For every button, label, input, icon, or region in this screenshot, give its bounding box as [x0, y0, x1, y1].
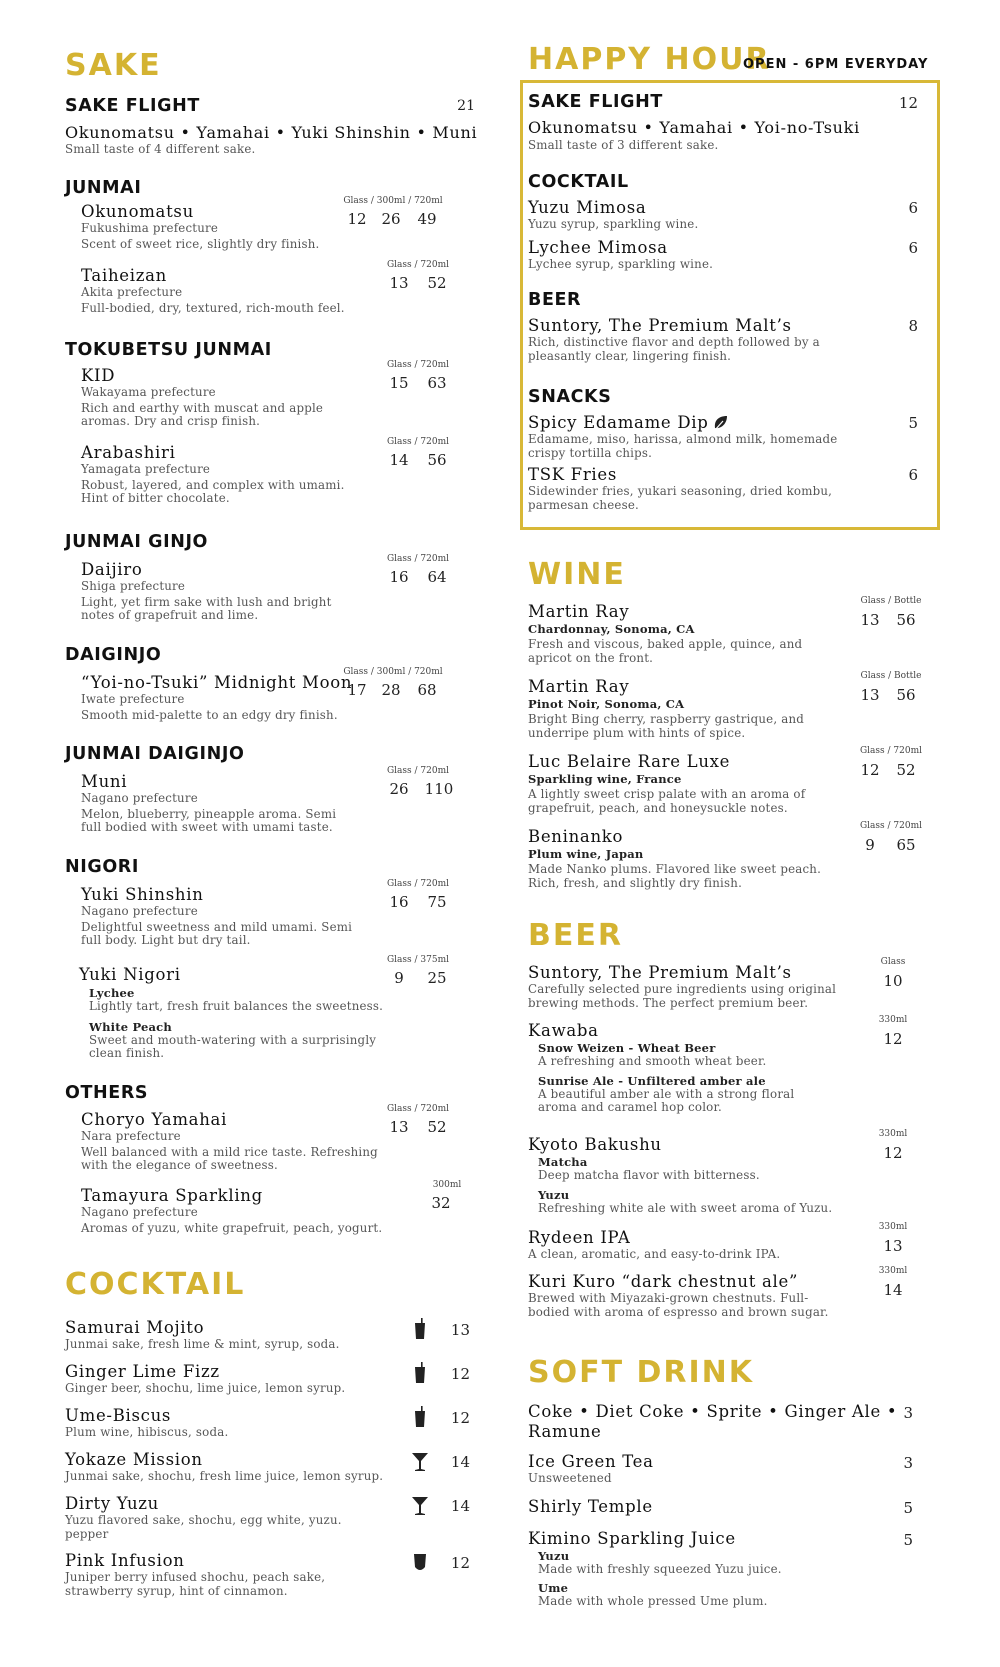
ginjo-title: JUNMAI GINJO	[65, 532, 209, 552]
item-desc: Well balanced with a mild rice taste. Refreshing	[81, 1144, 378, 1159]
item-desc: Rich, fresh, and slightly dry finish.	[528, 875, 743, 890]
item-price: 12	[450, 1554, 470, 1572]
price-720ml: 63	[427, 374, 447, 392]
variant-name: Snow Weizen - Wheat Beer	[538, 1041, 716, 1055]
price-glass: 16	[389, 568, 409, 586]
item-desc: full bodied with sweet with umami taste.	[81, 820, 333, 834]
price-720ml: 64	[427, 568, 447, 586]
price-header: Glass / 720ml	[859, 746, 922, 756]
item-desc: Full-bodied, dry, textured, rich-mouth feel.	[81, 300, 345, 315]
price-row	[421, 1194, 461, 1212]
item-desc: Smooth mid-palette to an edgy dry finish.	[81, 707, 338, 722]
item-origin: Fukushima prefecture	[81, 221, 219, 235]
price-header: Glass / 720ml	[386, 766, 449, 776]
item-name: Taiheizan	[81, 266, 167, 285]
item-name: Muni	[81, 772, 128, 791]
item-origin: Chardonnay, Sonoma, CA	[528, 622, 695, 636]
variant-name: Lychee	[89, 986, 135, 1000]
item-name: Suntory, The Premium Malt’s	[528, 316, 792, 335]
item-price: 14	[450, 1497, 470, 1515]
variant-name: Yuzu	[538, 1187, 570, 1202]
item-name: Kimino Sparkling Juice	[528, 1529, 736, 1548]
item-origin: Plum wine, Japan	[528, 847, 644, 861]
menu-item	[65, 360, 495, 429]
price-row	[381, 893, 457, 911]
menu-item	[528, 1266, 948, 1319]
price-header: Glass / 720ml	[386, 554, 449, 564]
price-glass: 13	[860, 611, 880, 629]
item-name: Pink Infusion	[65, 1551, 185, 1570]
item-desc: apricot on the front.	[528, 650, 654, 665]
item-desc: Aromas of yuzu, white grapefruit, peach, yogurt.	[81, 1220, 383, 1235]
price-row	[381, 451, 457, 469]
variant-desc: Lightly tart, fresh fruit balances the sweetness.	[89, 999, 384, 1013]
item-origin: Nagano prefecture	[81, 791, 198, 805]
variant-desc: clean finish.	[89, 1046, 165, 1060]
hh-beer-title: BEER	[528, 290, 582, 310]
price-row	[875, 1237, 911, 1255]
sake-flight-desc: Small taste of 4 different sake.	[65, 142, 256, 156]
item-origin: Nagano prefecture	[81, 1205, 198, 1219]
item-name: Yuzu Mimosa	[528, 198, 647, 217]
menu-item	[65, 196, 495, 251]
price-header: 300ml	[432, 1180, 462, 1190]
price-glass: 14	[389, 451, 409, 469]
variant-desc: Made with freshly squeezed Yuzu juice.	[538, 1562, 782, 1576]
price-header: 330ml	[878, 1222, 908, 1232]
item-origin: Pinot Noir, Sonoma, CA	[528, 697, 685, 711]
item-desc: Ginger beer, shochu, lime juice, lemon syrup.	[65, 1381, 346, 1395]
menu-item	[528, 1402, 948, 1442]
item-name: KID	[81, 366, 116, 385]
price-row	[854, 836, 926, 854]
cocktail-item	[65, 1494, 495, 1541]
variant-desc: Refreshing white ale with sweet aroma of Yuzu.	[538, 1200, 833, 1215]
menu-item	[528, 1529, 948, 1608]
price-720ml: 56	[427, 451, 447, 469]
price-row	[381, 780, 461, 798]
item-desc: Junmai sake, shochu, fresh lime juice, lemon syrup.	[65, 1469, 384, 1483]
price-glass: 26	[389, 780, 409, 798]
cocktail-item	[65, 1406, 495, 1440]
item-name: Kawaba	[528, 1021, 599, 1040]
beer-title: BEER	[528, 918, 623, 953]
wine-item	[528, 596, 948, 665]
item-name: “Yoi-no-Tsuki” Midnight Moon	[81, 673, 353, 692]
price-row	[854, 761, 926, 779]
item-desc: underripe plum with hints of spice.	[528, 725, 746, 740]
item-price: 12	[450, 1365, 470, 1383]
item-desc: bodied with aroma of espresso and brown sugar.	[528, 1304, 829, 1319]
item-desc: Light, yet firm sake with lush and bright	[81, 594, 332, 609]
variant-desc: Made with whole pressed Ume plum.	[538, 1593, 768, 1608]
cocktail-item	[65, 1362, 495, 1396]
item-name: Rydeen IPA	[528, 1228, 631, 1247]
item-origin: Yamagata prefecture	[81, 462, 211, 476]
price-glass: 12	[347, 210, 367, 228]
item-origin: Sparkling wine, France	[528, 772, 682, 786]
cocktail-item	[65, 1551, 495, 1598]
price-bottle: 56	[896, 611, 916, 629]
item-name: Ice Green Tea	[528, 1452, 654, 1471]
item-name: Okunomatsu	[81, 202, 194, 221]
item-origin: Wakayama prefecture	[81, 385, 216, 399]
price-row	[381, 568, 457, 586]
item-name: Tamayura Sparkling	[81, 1186, 263, 1205]
price-bottle: 52	[896, 761, 916, 779]
menu-item	[528, 316, 948, 363]
item-desc: Lychee syrup, sparkling wine.	[528, 257, 714, 271]
menu-item	[65, 437, 495, 506]
cocktail-title: COCKTAIL	[65, 1267, 246, 1302]
menu-item	[65, 879, 495, 948]
price-glass: 13	[389, 274, 409, 292]
item-name: Martin Ray	[528, 677, 630, 696]
item-desc: Delightful sweetness and mild umami. Semi	[81, 919, 353, 934]
item-desc: Brewed with Miyazaki-grown chestnuts. Full-	[528, 1291, 809, 1305]
hh-flight-desc: Small taste of 3 different sake.	[528, 138, 719, 152]
hh-flight-name: SAKE FLIGHT	[528, 92, 663, 112]
item-price: 8	[908, 317, 918, 335]
jdaiginjo-title: JUNMAI DAIGINJO	[65, 744, 245, 764]
item-price: 10	[883, 972, 903, 990]
item-desc: grapefruit, peach, and honeysuckle notes.	[528, 800, 788, 815]
price-glass: 12	[860, 761, 880, 779]
sake-title: SAKE	[65, 48, 162, 83]
item-name: Ramune	[528, 1422, 602, 1441]
item-price: 5	[903, 1531, 913, 1549]
price-row	[341, 681, 445, 699]
variant-name: Yuzu	[538, 1549, 570, 1563]
price-header: Glass / Bottle	[860, 596, 922, 606]
item-desc: full body. Light but dry tail.	[81, 933, 251, 947]
item-price: 3	[903, 1404, 913, 1422]
cocktail-item	[65, 1450, 495, 1484]
item-name: Martin Ray	[528, 602, 630, 621]
price-header: Glass / 720ml	[386, 437, 449, 447]
junmai-title: JUNMAI	[65, 178, 142, 198]
item-desc: Fresh and viscous, baked apple, quince, and	[528, 637, 803, 651]
menu-item	[528, 1497, 948, 1517]
item-origin: Shiga prefecture	[81, 579, 186, 593]
item-price: 5	[903, 1499, 913, 1517]
item-name: Lychee Mimosa	[528, 238, 668, 257]
item-name: TSK Fries	[528, 465, 618, 484]
price-header: Glass / 300ml / 720ml	[343, 196, 443, 206]
item-desc: Juniper berry infused shochu, peach sake,	[65, 1570, 326, 1584]
price-header: 330ml	[878, 1129, 908, 1139]
nigori-title: NIGORI	[65, 857, 139, 877]
price-header: Glass / Bottle	[860, 671, 922, 681]
item-name: Beninanko	[528, 827, 624, 846]
menu-item	[65, 260, 495, 315]
item-name: Samurai Mojito	[65, 1318, 205, 1337]
sake-flight-list: Okunomatsu • Yamahai • Yuki Shinshin • Muni	[65, 123, 478, 142]
item-desc: Hint of bitter chocolate.	[81, 491, 230, 505]
item-price: 6	[908, 199, 918, 217]
daiginjo-title: DAIGINJO	[65, 645, 162, 665]
price-glass: 17	[347, 681, 367, 699]
cocktail-item	[65, 1318, 495, 1352]
price-bottle: 65	[896, 836, 916, 854]
item-price: 3	[903, 1454, 913, 1472]
variant-name: Sunrise Ale - Unfiltered amber ale	[538, 1073, 766, 1088]
price-header: Glass / 375ml	[386, 955, 449, 965]
highball-glass-icon	[413, 1362, 427, 1384]
item-desc: Bright Bing cherry, raspberry gastrique, and	[528, 712, 805, 726]
item-price: 6	[908, 466, 918, 484]
price-row	[875, 1281, 911, 1299]
menu-item	[528, 413, 948, 460]
item-desc: Scent of sweet rice, slightly dry finish.	[81, 236, 320, 251]
price-375ml: 25	[427, 969, 447, 987]
menu-item	[528, 1015, 948, 1115]
wine-item	[528, 821, 948, 890]
item-name: Arabashiri	[81, 443, 176, 462]
item-desc: Rich, distinctive flavor and depth followed by a	[528, 335, 820, 349]
price-300ml: 28	[381, 681, 401, 699]
menu-item	[528, 238, 948, 272]
item-desc: Robust, layered, and complex with umami.	[81, 477, 345, 492]
price-header: Glass / 300ml / 720ml	[343, 667, 443, 677]
item-price: 12	[450, 1409, 470, 1427]
price-glass: 13	[860, 686, 880, 704]
item-desc: Made Nanko plums. Flavored like sweet peach.	[528, 862, 822, 876]
item-desc: aromas. Dry and crisp finish.	[81, 414, 261, 428]
item-name: Dirty Yuzu	[65, 1494, 159, 1513]
price-glass: 13	[389, 1118, 409, 1136]
price-720ml: 68	[417, 681, 437, 699]
price-header: Glass / 720ml	[386, 1104, 449, 1114]
item-name: Spicy Edamame Dip	[528, 413, 709, 432]
price-row	[875, 1030, 911, 1048]
price-glass: 9	[865, 836, 875, 854]
sake-flight-name: SAKE FLIGHT	[65, 96, 200, 116]
menu-item	[65, 1180, 495, 1235]
price-header: Glass / 720ml	[859, 821, 922, 831]
menu-item	[65, 1104, 495, 1173]
sake-flight-price: 21	[457, 98, 475, 114]
price-bottle: 56	[896, 686, 916, 704]
price-row	[381, 1118, 457, 1136]
price-header: Glass / 720ml	[386, 879, 449, 889]
item-name: Suntory, The Premium Malt’s	[528, 963, 792, 982]
item-desc: brewing methods. The perfect premium beer.	[528, 995, 809, 1010]
item-name: Luc Belaire Rare Luxe	[528, 752, 731, 771]
menu-item	[528, 1222, 948, 1262]
item-desc: Yuzu syrup, sparkling wine.	[528, 217, 699, 231]
item-origin: Nara prefecture	[81, 1129, 181, 1143]
soft-drink-title: SOFT DRINK	[528, 1355, 755, 1390]
item-desc: crispy tortilla chips.	[528, 445, 653, 460]
wine-item	[528, 746, 948, 815]
item-desc: Carefully selected pure ingredients using original	[528, 982, 837, 996]
variant-desc: A refreshing and smooth wheat beer.	[538, 1054, 767, 1068]
item-price: 5	[908, 414, 918, 432]
menu-item	[528, 1129, 948, 1215]
item-name: Yokaze Mission	[65, 1450, 203, 1469]
item-desc: A lightly sweet crisp palate with an aroma of	[528, 787, 806, 801]
item-price: 6	[908, 239, 918, 257]
price-720ml: 52	[427, 274, 447, 292]
hh-flight-list: Okunomatsu • Yamahai • Yoi-no-Tsuki	[528, 118, 860, 137]
price-header: Glass	[880, 957, 906, 967]
item-price: 13	[883, 1237, 903, 1255]
item-name: Coke • Diet Coke • Sprite • Ginger Ale •	[528, 1402, 898, 1421]
price-row	[381, 969, 457, 987]
hh-flight-price: 12	[898, 94, 918, 112]
price-300ml: 26	[381, 210, 401, 228]
item-name: Choryo Yamahai	[81, 1110, 228, 1129]
wine-item	[528, 671, 948, 740]
item-price: 13	[450, 1321, 470, 1339]
item-desc: Melon, blueberry, pineapple aroma. Semi	[81, 806, 337, 821]
menu-item	[528, 198, 948, 232]
martini-glass-icon	[411, 1452, 429, 1472]
price-header: Glass / 720ml	[386, 360, 449, 370]
tokubetsu-title: TOKUBETSU JUNMAI	[65, 340, 272, 360]
price-header: 330ml	[878, 1015, 908, 1025]
variant-desc: aroma and caramel hop color.	[538, 1100, 722, 1114]
price-720ml: 49	[417, 210, 437, 228]
item-origin: Iwate prefecture	[81, 692, 185, 706]
price-glass: 9	[394, 969, 404, 987]
price-glass: 15	[389, 374, 409, 392]
item-price: 12	[883, 1030, 903, 1048]
variant-name: Ume	[538, 1580, 569, 1595]
item-name: Ginger Lime Fizz	[65, 1362, 220, 1381]
item-desc: Edamame, miso, harissa, almond milk, homemade	[528, 432, 838, 446]
item-desc: with the elegance of sweetness.	[81, 1158, 278, 1172]
price-row	[854, 686, 926, 704]
item-desc: parmesan cheese.	[528, 497, 639, 512]
hh-snacks-title: SNACKS	[528, 387, 612, 407]
price-row	[875, 1144, 911, 1162]
item-name: Kuri Kuro “dark chestnut ale”	[528, 1272, 799, 1291]
price-row	[854, 611, 926, 629]
highball-glass-icon	[413, 1318, 427, 1340]
item-desc: Unsweetened	[528, 1471, 612, 1485]
price-300ml: 32	[431, 1194, 451, 1212]
item-name: Shirly Temple	[528, 1497, 653, 1516]
leaf-icon	[713, 415, 729, 431]
item-desc: notes of grapefruit and lime.	[81, 608, 259, 622]
happy-hour-hours: OPEN - 6PM EVERYDAY	[743, 57, 929, 72]
item-price: 12	[883, 1144, 903, 1162]
item-name: Yuki Shinshin	[81, 885, 204, 904]
item-desc: Plum wine, hibiscus, soda.	[65, 1425, 229, 1439]
menu-item	[65, 554, 495, 623]
item-origin: Nagano prefecture	[81, 904, 198, 918]
menu-item	[528, 957, 948, 1010]
item-desc: pleasantly clear, lingering finish.	[528, 348, 732, 363]
item-origin: Akita prefecture	[81, 285, 183, 299]
price-row	[381, 374, 457, 392]
item-price: 14	[450, 1453, 470, 1471]
menu-item	[65, 766, 495, 835]
item-desc: strawberry syrup, hint of cinnamon.	[65, 1583, 288, 1598]
item-desc: Sidewinder fries, yukari seasoning, dried kombu,	[528, 484, 833, 498]
variant-name: Matcha	[538, 1155, 588, 1169]
price-row	[341, 210, 445, 228]
price-header: 330ml	[878, 1266, 908, 1276]
item-name: Kyoto Bakushu	[528, 1135, 662, 1154]
variant-desc: Sweet and mouth-watering with a surprisingly	[89, 1032, 377, 1047]
wine-title: WINE	[528, 557, 626, 592]
item-desc: pepper	[65, 1526, 109, 1541]
rocks-glass-icon	[413, 1553, 427, 1573]
highball-glass-icon	[413, 1406, 427, 1428]
price-header: Glass / 720ml	[386, 260, 449, 270]
variant-desc: Deep matcha flavor with bitterness.	[538, 1168, 760, 1182]
price-720ml: 52	[427, 1118, 447, 1136]
price-720ml: 75	[427, 893, 447, 911]
happy-hour-title: HAPPY HOUR	[528, 42, 771, 77]
menu-item	[528, 465, 948, 512]
variant-name: White Peach	[89, 1019, 172, 1034]
item-desc: Junmai sake, fresh lime & mint, syrup, soda.	[65, 1337, 340, 1351]
menu-item	[65, 667, 495, 722]
martini-glass-icon	[411, 1496, 429, 1516]
item-name: Daijiro	[81, 560, 143, 579]
item-desc: A clean, aromatic, and easy-to-drink IPA.	[528, 1247, 781, 1261]
price-row	[381, 274, 457, 292]
item-name: Yuki Nigori	[79, 965, 181, 984]
price-720ml: 110	[424, 780, 454, 798]
menu-item	[65, 955, 495, 1061]
variant-desc: A beautiful amber ale with a strong floral	[538, 1086, 795, 1101]
others-title: OTHERS	[65, 1083, 149, 1103]
item-desc: Yuzu flavored sake, shochu, egg white, yuzu.	[65, 1513, 342, 1527]
hh-cocktail-title: COCKTAIL	[528, 172, 629, 192]
item-name: Ume-Biscus	[65, 1406, 172, 1425]
menu-item	[528, 1452, 948, 1486]
price-row	[875, 972, 911, 990]
item-desc: Rich and earthy with muscat and apple	[81, 400, 324, 415]
price-glass: 16	[389, 893, 409, 911]
item-price: 14	[883, 1281, 903, 1299]
